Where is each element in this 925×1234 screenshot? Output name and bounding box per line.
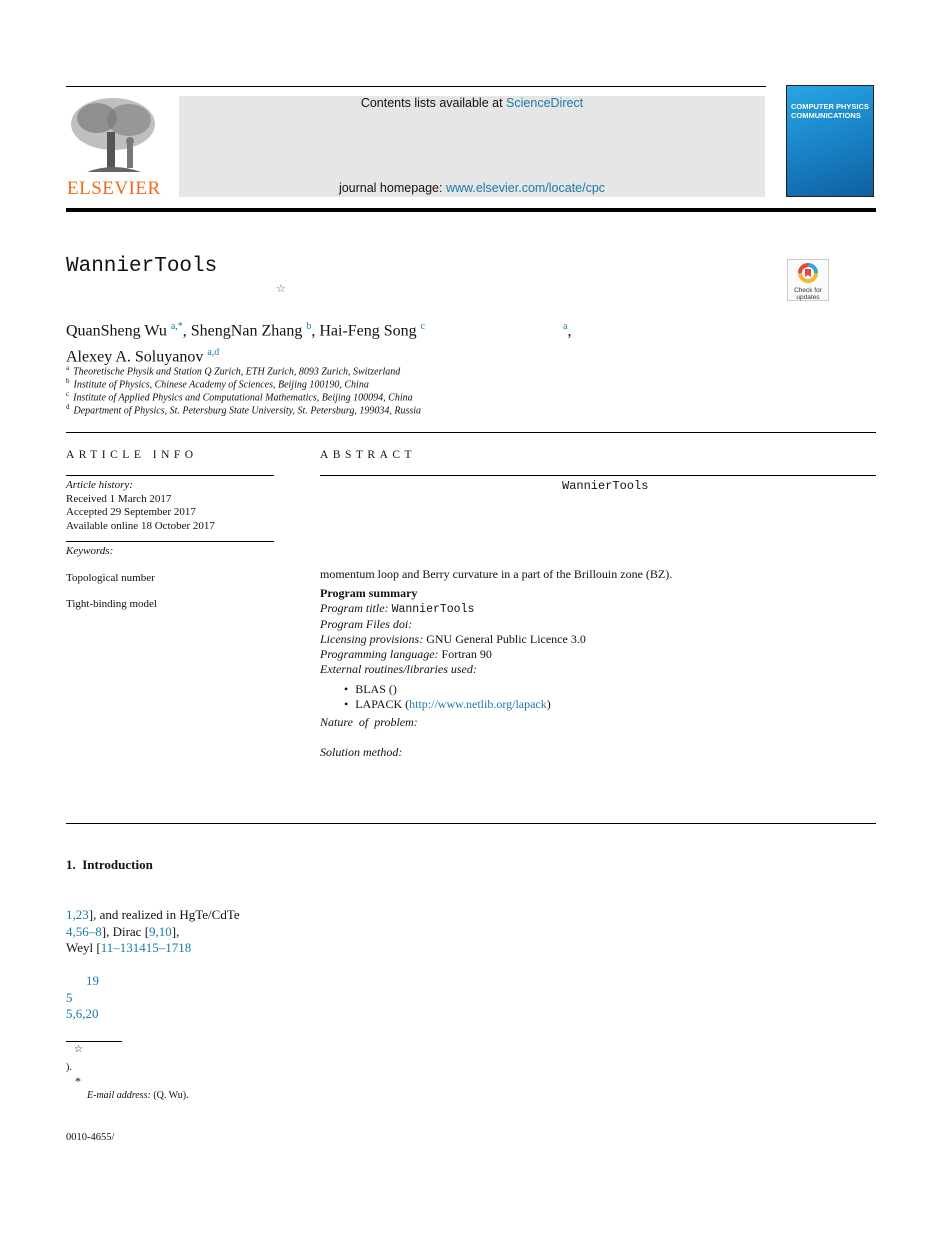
intro-line xyxy=(66,973,366,990)
affiliation xyxy=(66,390,413,403)
author-affil-mark[interactable]: a xyxy=(563,321,568,332)
intro-text: Weyl [ xyxy=(66,940,101,955)
affiliation-text: Institute of Physics, Chinese Academy of Sciences, Beijing 100190, China xyxy=(73,379,369,391)
elsevier-wordmark: ELSEVIER xyxy=(67,178,161,199)
sciencedirect-link[interactable]: ScienceDirect xyxy=(506,96,584,110)
article-title: WannierTools xyxy=(66,255,218,278)
intro-line xyxy=(66,1006,366,1023)
keywords-rule xyxy=(66,541,274,542)
author-affil-mark[interactable]: b xyxy=(306,321,312,332)
author-name: ShengNan Zhang xyxy=(190,322,303,340)
keyword: Tight-binding model xyxy=(66,598,157,610)
citation-link[interactable]: 5 xyxy=(66,989,73,1005)
author-name: QuanSheng Wu xyxy=(66,322,167,340)
affiliation xyxy=(66,364,400,377)
author-affil-mark[interactable]: a,* xyxy=(170,321,183,332)
accepted-date: Accepted 29 September 2017 xyxy=(66,506,196,518)
issn: 0010-4655/ xyxy=(66,1132,115,1143)
program-title-value: WannierTools xyxy=(391,603,475,616)
article-info-heading: ARTICLE INFO xyxy=(66,449,198,461)
licensing-row xyxy=(320,632,876,647)
keywords-label: Keywords: xyxy=(66,545,114,557)
intro-heading: 1. Introduction xyxy=(66,857,153,872)
homepage-prefix: journal homepage: xyxy=(338,181,443,195)
footnote-email xyxy=(87,1090,189,1101)
history-label: Article history: xyxy=(66,479,133,491)
affiliation-text: Institute of Applied Physics and Computational Mathematics, Beijing 100094, China xyxy=(73,392,413,404)
licensing-value: GNU General Public Licence 3.0 xyxy=(426,632,586,646)
affiliation-mark: d xyxy=(66,403,70,411)
intro-text: ], xyxy=(171,923,180,939)
intro-blank-line xyxy=(66,957,366,974)
affiliation-text: Department of Physics, St. Petersburg State University, St. Petersburg, 199034, Russia xyxy=(73,405,422,417)
header-top-rule xyxy=(66,86,766,87)
affiliation xyxy=(66,403,421,416)
received-date: Received 1 March 2017 xyxy=(66,492,172,505)
author-sep: , xyxy=(311,322,316,340)
intro-text: ], Dirac [ xyxy=(101,923,150,939)
keyword: Topological number xyxy=(66,572,155,584)
affiliation-mark: c xyxy=(66,390,70,398)
intro-text: ], and realized in HgTe/CdTe xyxy=(88,907,240,922)
abstract-heading: ABSTRACT xyxy=(320,449,417,461)
language-label: Programming language: xyxy=(320,647,439,661)
library-paren: ( xyxy=(385,682,393,696)
contents-prefix: Contents lists available at xyxy=(360,96,503,110)
author-line-1 xyxy=(66,316,572,342)
citation-link[interactable]: 19 xyxy=(86,973,99,988)
footnote-asterisk: * xyxy=(75,1074,81,1088)
journal-cover xyxy=(786,85,874,197)
licensing-label: Licensing provisions: xyxy=(320,632,424,646)
program-summary xyxy=(320,586,876,712)
footnote-paren: ). xyxy=(66,1062,72,1073)
program-summary-heading: Program summary xyxy=(320,586,418,600)
library-item xyxy=(344,697,876,712)
program-title-row xyxy=(320,601,876,617)
affiliation xyxy=(66,377,369,390)
external-libraries-label: External routines/libraries used: xyxy=(320,662,477,676)
library-link[interactable]: http://www.netlib.org/lapack xyxy=(409,697,547,711)
header-thick-rule xyxy=(66,208,876,212)
front-matter-rule xyxy=(66,432,876,433)
language-value: Fortran 90 xyxy=(441,647,492,661)
homepage-line xyxy=(179,181,765,195)
library-paren: ( xyxy=(402,697,410,711)
contents-line xyxy=(179,96,765,110)
journal-homepage-link[interactable]: www.elsevier.com/locate/cpc xyxy=(445,181,606,195)
library-paren: ) xyxy=(392,682,397,696)
author-list xyxy=(66,316,572,369)
abstract-end-rule xyxy=(66,823,876,824)
library-paren: ) xyxy=(546,697,551,711)
author-sep: , xyxy=(567,322,572,340)
library-item xyxy=(344,682,876,697)
citation-link[interactable]: 1,23 xyxy=(66,907,89,922)
article-history xyxy=(66,479,276,533)
program-doi-label: Program Files doi: xyxy=(320,617,413,631)
footnote-rule xyxy=(66,1041,122,1042)
author-name: Alexey A. Soluyanov xyxy=(66,348,204,366)
author-affil-mark[interactable]: c xyxy=(420,321,426,332)
library-name: BLAS xyxy=(355,682,386,696)
online-date: Available online 18 October 2017 xyxy=(66,519,215,532)
affiliation-mark: a xyxy=(66,364,70,372)
intro-line xyxy=(66,907,366,924)
nature-of-problem-label: Nature of problem: xyxy=(320,715,418,729)
email-value: (Q. Wu). xyxy=(153,1090,189,1101)
abstract-code-name: WannierTools xyxy=(562,479,649,493)
external-libraries-row xyxy=(320,662,876,677)
article-info-rule xyxy=(66,475,274,476)
citation-link[interactable]: 4,56–8 xyxy=(66,923,102,939)
crossmark-icon xyxy=(788,260,828,286)
elsevier-tree-logo xyxy=(67,96,159,178)
crossmark-label: Check for updates xyxy=(794,287,822,301)
citation-link[interactable]: 9,10 xyxy=(149,923,172,939)
abstract-text-tail: momentum loop and Berry curvature in a part of the Brillouin zone (BZ). xyxy=(320,567,673,581)
author-sep: , xyxy=(182,322,187,340)
footnote-star: ☆ xyxy=(74,1044,83,1055)
intro-body xyxy=(66,907,366,1023)
author-affil-mark[interactable]: a,d xyxy=(207,347,220,359)
journal-cover-title: COMPUTER PHYSICS COMMUNICATIONS xyxy=(791,102,869,120)
citation-link[interactable]: 11–131415–1718 xyxy=(100,940,192,955)
intro-line xyxy=(66,940,366,957)
abstract-rule xyxy=(320,475,876,476)
intro-line xyxy=(66,924,366,941)
intro-line xyxy=(66,990,366,1007)
author-name: Hai-Feng Song xyxy=(319,322,417,340)
crossmark-badge[interactable] xyxy=(787,259,829,301)
program-doi-row xyxy=(320,617,876,632)
citation-link[interactable]: 5,6,20 xyxy=(66,1006,99,1021)
title-note-mark[interactable]: ☆ xyxy=(276,283,286,295)
affiliation-text: Theoretische Physik and Station Q Zurich, ETH Zurich, 8093 Zurich, Switzerland xyxy=(73,366,401,378)
library-name: LAPACK xyxy=(355,697,403,711)
affiliation-mark: b xyxy=(66,377,70,385)
language-row xyxy=(320,647,876,662)
solution-method-label: Solution method: xyxy=(320,745,403,759)
email-label: E-mail address: xyxy=(87,1090,151,1101)
program-title-label: Program title: xyxy=(320,601,389,615)
library-list xyxy=(320,682,876,712)
